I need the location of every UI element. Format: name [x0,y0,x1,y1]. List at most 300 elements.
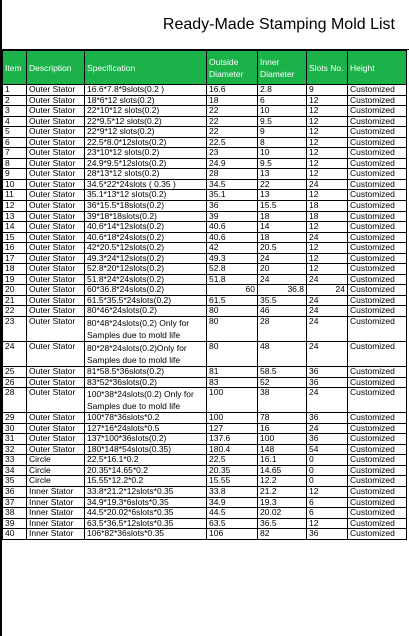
cell-slots-no: 12 [307,116,348,127]
cell-slots-no: 36 [307,377,348,388]
header-inner-diameter: Inner Diameter [258,51,307,85]
cell-height: Customized [348,179,407,190]
cell-slots-no: 24 [307,388,348,413]
cell-specification: 52.8*20*12slots(0.2) [85,264,207,275]
cell-inner-diameter: 35.5 [258,295,307,306]
table-row [3,190,407,201]
cell-height: Customized [348,317,407,342]
cell-height: Customized [348,367,407,378]
cell-slots-no: 18 [307,211,348,222]
cell-description: Circle [27,465,85,476]
cell-description: Outer Stator [27,342,85,367]
cell-description: Outer Stator [27,274,85,285]
cell-inner-diameter: 100 [258,434,307,445]
cell-height: Customized [348,264,407,275]
table-row [3,253,407,264]
cell-height: Customized [348,95,407,106]
cell-specification: 106*82*36slots*0.35 [85,529,207,540]
cell-slots-no: 18 [307,201,348,212]
cell-outside-diameter: 80 [207,306,258,317]
cell-description: Outer Stator [27,179,85,190]
cell-inner-diameter: 24 [258,274,307,285]
table-row [3,211,407,222]
cell-item: 15 [3,232,27,243]
cell-height: Customized [348,243,407,254]
cell-item: 39 [3,518,27,529]
cell-specification: 60*36.8*24slots(0.2) [85,285,207,296]
cell-specification: 100*78*36slots*0.2 [85,413,207,424]
cell-outside-diameter: 63.5 [207,518,258,529]
cell-height: Customized [348,476,407,487]
cell-height: Customized [348,85,407,96]
cell-slots-no: 36 [307,413,348,424]
cell-item: 12 [3,201,27,212]
cell-height: Customized [348,106,407,117]
cell-inner-diameter: 78 [258,413,307,424]
cell-specification: 24.9*9.5*12slots(0.2) [85,158,207,169]
cell-description: Circle [27,455,85,466]
table-row [3,232,407,243]
cell-slots-no: 24 [307,306,348,317]
table-row [3,508,407,519]
cell-description: Inner Stator [27,497,85,508]
cell-description: Outer Stator [27,285,85,296]
cell-item: 1 [3,85,27,96]
cell-slots-no: 12 [307,158,348,169]
cell-slots-no: 24 [307,423,348,434]
cell-description: Outer Stator [27,367,85,378]
cell-description: Inner Stator [27,486,85,497]
table-row [3,444,407,455]
cell-outside-diameter: 39 [207,211,258,222]
cell-slots-no: 24 [307,342,348,367]
cell-outside-diameter: 127 [207,423,258,434]
table-row [3,465,407,476]
cell-specification: 44.5*20.02*6slots*0.35 [85,508,207,519]
cell-item: 35 [3,476,27,487]
cell-inner-diameter: 38 [258,388,307,413]
cell-item: 2 [3,95,27,106]
cell-slots-no: 12 [307,222,348,233]
table-row [3,179,407,190]
cell-item: 38 [3,508,27,519]
cell-item: 29 [3,413,27,424]
cell-outside-diameter: 80 [207,317,258,342]
table-row [3,201,407,212]
cell-height: Customized [348,455,407,466]
cell-specification: 127*16*24slots*0.5 [85,423,207,434]
cell-specification: 137*100*36slots(0.2) [85,434,207,445]
cell-outside-diameter: 83 [207,377,258,388]
cell-outside-diameter: 81 [207,367,258,378]
cell-specification: 33.8*21.2*12slots*0.35 [85,486,207,497]
cell-specification: 40.6*14*12slots(0.2) [85,222,207,233]
cell-slots-no: 24 [307,295,348,306]
cell-height: Customized [348,434,407,445]
cell-slots-no: 12 [307,264,348,275]
cell-inner-diameter: 46 [258,306,307,317]
cell-slots-no: 12 [307,148,348,159]
header-description: Description [27,51,85,85]
cell-inner-diameter: 13 [258,190,307,201]
cell-description: Outer Stator [27,211,85,222]
table-row [3,413,407,424]
cell-height: Customized [348,508,407,519]
cell-slots-no: 12 [307,137,348,148]
cell-height: Customized [348,158,407,169]
cell-height: Customized [348,342,407,367]
cell-inner-diameter: 14 [258,222,307,233]
cell-inner-diameter: 2.8 [258,85,307,96]
cell-outside-diameter: 28 [207,169,258,180]
table-row [3,476,407,487]
cell-description: Outer Stator [27,158,85,169]
table-row [3,388,407,413]
cell-description: Outer Stator [27,295,85,306]
cell-slots-no: 12 [307,518,348,529]
cell-specification: 22.5*8.0*12slots(0.2) [85,137,207,148]
cell-slots-no: 6 [307,497,348,508]
cell-inner-diameter: 9.5 [258,116,307,127]
cell-outside-diameter: 100 [207,413,258,424]
cell-outside-diameter: 137.6 [207,434,258,445]
cell-specification: 80*28*24slots(0.2)Only for Samples due to mold life [85,342,207,367]
cell-slots-no: 12 [307,253,348,264]
cell-height: Customized [348,413,407,424]
cell-specification: 20.35*14.65*0.2 [85,465,207,476]
cell-item: 6 [3,137,27,148]
cell-height: Customized [348,486,407,497]
cell-outside-diameter: 51.8 [207,274,258,285]
cell-slots-no: 54 [307,444,348,455]
cell-inner-diameter: 36.8 [258,285,307,296]
cell-item: 8 [3,158,27,169]
cell-inner-diameter: 148 [258,444,307,455]
header-outside-diameter: Outside Diameter [207,51,258,85]
cell-item: 32 [3,444,27,455]
cell-inner-diameter: 36.5 [258,518,307,529]
table-row [3,529,407,540]
cell-slots-no: 24 [307,274,348,285]
cell-inner-diameter: 18 [258,232,307,243]
cell-outside-diameter: 44.5 [207,508,258,519]
header-row [3,51,407,85]
cell-height: Customized [348,497,407,508]
cell-description: Outer Stator [27,116,85,127]
cell-specification: 16.6*7.8*9slots(0.2 ) [85,85,207,96]
cell-specification: 49.3*24*12slots(0.2) [85,253,207,264]
header-height: Height [348,51,407,85]
cell-specification: 39*18*18slots(0.2) [85,211,207,222]
cell-height: Customized [348,377,407,388]
cell-description: Outer Stator [27,434,85,445]
cell-item: 24 [3,342,27,367]
cell-outside-diameter: 20.35 [207,465,258,476]
cell-specification: 100*38*24slots(0.2) Only for Samples due to mold life [85,388,207,413]
table-row [3,116,407,127]
table-row [3,169,407,180]
cell-slots-no: 12 [307,127,348,138]
cell-outside-diameter: 18 [207,95,258,106]
cell-item: 4 [3,116,27,127]
cell-outside-diameter: 33.8 [207,486,258,497]
cell-description: Outer Stator [27,253,85,264]
cell-item: 20 [3,285,27,296]
cell-outside-diameter: 16.6 [207,85,258,96]
cell-item: 14 [3,222,27,233]
table-row [3,148,407,159]
cell-specification: 180*148*54slots(0.35) [85,444,207,455]
cell-description: Outer Stator [27,190,85,201]
cell-height: Customized [348,423,407,434]
cell-description: Outer Stator [27,444,85,455]
cell-item: 28 [3,388,27,413]
cell-item: 13 [3,211,27,222]
cell-inner-diameter: 48 [258,342,307,367]
cell-description: Inner Stator [27,518,85,529]
cell-inner-diameter: 14.65 [258,465,307,476]
cell-specification: 42*20.5*12slots(0.2) [85,243,207,254]
cell-description: Outer Stator [27,106,85,117]
header-slots-no: Slots No. [307,51,348,85]
cell-inner-diameter: 20.5 [258,243,307,254]
cell-description: Outer Stator [27,264,85,275]
cell-item: 23 [3,317,27,342]
cell-outside-diameter: 40.6 [207,222,258,233]
cell-item: 16 [3,243,27,254]
cell-slots-no: 12 [307,169,348,180]
cell-item: 5 [3,127,27,138]
cell-height: Customized [348,169,407,180]
cell-height: Customized [348,444,407,455]
table-row [3,243,407,254]
cell-description: Outer Stator [27,222,85,233]
cell-height: Customized [348,388,407,413]
cell-description: Outer Stator [27,137,85,148]
cell-description: Outer Stator [27,169,85,180]
cell-height: Customized [348,127,407,138]
cell-inner-diameter: 24 [258,253,307,264]
table-row [3,295,407,306]
cell-description: Outer Stator [27,317,85,342]
cell-height: Customized [348,190,407,201]
table-row [3,285,407,296]
cell-height: Customized [348,137,407,148]
table-row [3,85,407,96]
cell-item: 36 [3,486,27,497]
cell-description: Outer Stator [27,388,85,413]
table-row [3,137,407,148]
cell-description: Outer Stator [27,85,85,96]
cell-slots-no: 6 [307,508,348,519]
cell-description: Outer Stator [27,148,85,159]
cell-specification: 22*9.5*12 slots(0.2) [85,116,207,127]
cell-description: Outer Stator [27,127,85,138]
cell-outside-diameter: 180.4 [207,444,258,455]
cell-outside-diameter: 23 [207,148,258,159]
cell-outside-diameter: 40.6 [207,232,258,243]
cell-slots-no: 12 [307,190,348,201]
cell-slots-no: 12 [307,95,348,106]
cell-inner-diameter: 8 [258,137,307,148]
mold-table [2,50,407,540]
cell-item: 30 [3,423,27,434]
cell-outside-diameter: 22.5 [207,455,258,466]
cell-height: Customized [348,274,407,285]
cell-item: 22 [3,306,27,317]
cell-outside-diameter: 35.1 [207,190,258,201]
cell-height: Customized [348,253,407,264]
table-row [3,127,407,138]
table-row [3,342,407,367]
cell-item: 33 [3,455,27,466]
cell-specification: 18*6*12 slots(0.2) [85,95,207,106]
cell-item: 40 [3,529,27,540]
cell-height: Customized [348,232,407,243]
cell-specification: 40.6*18*24slots(0.2) [85,232,207,243]
cell-description: Outer Stator [27,423,85,434]
cell-item: 26 [3,377,27,388]
cell-slots-no: 24 [307,285,348,296]
cell-outside-diameter: 100 [207,388,258,413]
cell-height: Customized [348,529,407,540]
cell-item: 3 [3,106,27,117]
table-row [3,95,407,106]
cell-inner-diameter: 28 [258,317,307,342]
table-row [3,317,407,342]
cell-description: Outer Stator [27,201,85,212]
cell-slots-no: 12 [307,486,348,497]
cell-description: Outer Stator [27,306,85,317]
cell-specification: 34.9*19.3*6slots*0.35 [85,497,207,508]
table-row [3,106,407,117]
cell-slots-no: 36 [307,367,348,378]
header-specification: Specification [85,51,207,85]
cell-inner-diameter: 20.02 [258,508,307,519]
cell-item: 37 [3,497,27,508]
table-row [3,274,407,285]
header-item: Item [3,51,27,85]
cell-outside-diameter: 42 [207,243,258,254]
cell-outside-diameter: 49.3 [207,253,258,264]
cell-slots-no: 36 [307,434,348,445]
cell-inner-diameter: 15.5 [258,201,307,212]
cell-specification: 15.55*12.2*0.2 [85,476,207,487]
cell-inner-diameter: 52 [258,377,307,388]
cell-outside-diameter: 15.55 [207,476,258,487]
cell-description: Outer Stator [27,413,85,424]
cell-specification: 35.1*13*12 slots(0.2) [85,190,207,201]
cell-slots-no: 12 [307,106,348,117]
cell-inner-diameter: 20 [258,264,307,275]
cell-height: Customized [348,148,407,159]
cell-item: 21 [3,295,27,306]
cell-specification: 81*58.5*36slots(0.2) [85,367,207,378]
table-row [3,497,407,508]
cell-specification: 22*9*12 slots(0.2) [85,127,207,138]
cell-slots-no: 12 [307,243,348,254]
cell-inner-diameter: 12.2 [258,476,307,487]
cell-specification: 63.5*36.5*12slots*0.35 [85,518,207,529]
cell-specification: 51.8*24*24slots(0.2) [85,274,207,285]
table-row [3,518,407,529]
cell-slots-no: 0 [307,465,348,476]
cell-description: Inner Stator [27,529,85,540]
cell-outside-diameter: 36 [207,201,258,212]
cell-inner-diameter: 16.1 [258,455,307,466]
cell-inner-diameter: 10 [258,106,307,117]
cell-slots-no: 0 [307,476,348,487]
cell-specification: 22.5*16.1*0.2 [85,455,207,466]
cell-specification: 34.5*22*24slots ( 0.35 ) [85,179,207,190]
cell-specification: 80*46*24slots(0.2) [85,306,207,317]
cell-slots-no: 24 [307,179,348,190]
cell-description: Circle [27,476,85,487]
cell-specification: 36*15.5*18slots(0.2) [85,201,207,212]
cell-outside-diameter: 80 [207,342,258,367]
cell-height: Customized [348,222,407,233]
cell-outside-diameter: 34.5 [207,179,258,190]
cell-description: Outer Stator [27,243,85,254]
cell-slots-no: 0 [307,455,348,466]
cell-specification: 61.5*35.5*24slots(0.2) [85,295,207,306]
cell-description: Outer Stator [27,377,85,388]
cell-item: 7 [3,148,27,159]
cell-inner-diameter: 16 [258,423,307,434]
cell-outside-diameter: 34.9 [207,497,258,508]
cell-outside-diameter: 60 [207,285,258,296]
table-row [3,434,407,445]
table-row [3,377,407,388]
cell-height: Customized [348,465,407,476]
cell-inner-diameter: 22 [258,179,307,190]
cell-item: 25 [3,367,27,378]
cell-slots-no: 24 [307,232,348,243]
table-row [3,264,407,275]
cell-outside-diameter: 106 [207,529,258,540]
table-row [3,158,407,169]
cell-item: 18 [3,264,27,275]
cell-item: 17 [3,253,27,264]
cell-inner-diameter: 18 [258,211,307,222]
cell-item: 19 [3,274,27,285]
cell-slots-no: 36 [307,529,348,540]
cell-specification: 23*10*12 slots(0.2) [85,148,207,159]
cell-inner-diameter: 82 [258,529,307,540]
cell-item: 9 [3,169,27,180]
cell-inner-diameter: 9 [258,127,307,138]
cell-specification: 22*10*12 slots(0.2) [85,106,207,117]
cell-outside-diameter: 22 [207,106,258,117]
cell-height: Customized [348,306,407,317]
cell-inner-diameter: 13 [258,169,307,180]
cell-item: 31 [3,434,27,445]
cell-height: Customized [348,116,407,127]
cell-description: Inner Stator [27,508,85,519]
cell-inner-diameter: 19.3 [258,497,307,508]
cell-item: 34 [3,465,27,476]
cell-slots-no: 24 [307,317,348,342]
cell-outside-diameter: 22 [207,127,258,138]
cell-inner-diameter: 9.5 [258,158,307,169]
cell-inner-diameter: 21.2 [258,486,307,497]
cell-outside-diameter: 61.5 [207,295,258,306]
table-row [3,486,407,497]
cell-description: Outer Stator [27,95,85,106]
cell-specification: 28*13*12 slots(0.2) [85,169,207,180]
cell-item: 10 [3,179,27,190]
cell-inner-diameter: 58.5 [258,367,307,378]
